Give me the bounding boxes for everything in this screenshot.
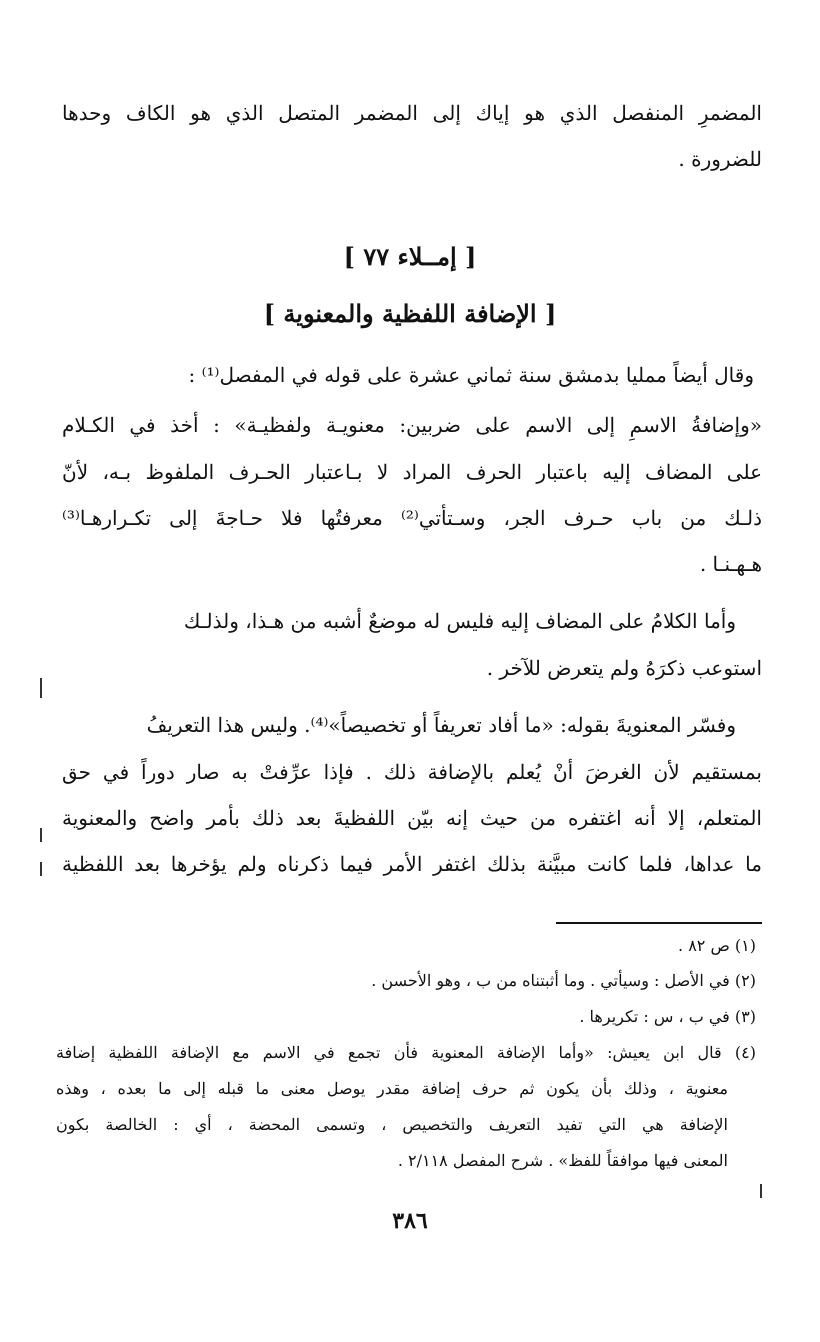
- paragraph3-line-4: ما عداها، فلما كانت مبيَّنة بذلك اغتفر الأمر فيما ذكرناه ولم يؤخرها بعد اللفظية: [62, 852, 762, 876]
- margin-mark: [40, 828, 42, 842]
- section-title-heading: [ الإضافة اللفظية والمعنوية ]: [263, 299, 557, 328]
- paragraph1-line-4: ذلـك من باب حـرف الجر، وسـتأتي⁽²⁾ معرفتُها فلا حـاجةَ إلى تكـرارهـا⁽³⁾: [62, 506, 762, 530]
- paragraph2-line-2: استوعب ذكرَهُ ولم يتعرض للآخر .: [486, 656, 762, 680]
- paragraph1-line-1: وقال أيضاً ممليا بدمشق سنة ثماني عشرة على قوله في المفصل⁽¹⁾ :: [188, 363, 754, 387]
- paragraph2-line-1: وأما الكلامُ على المضاف إليه فليس له موضعٌ أشبه من هـذا، ولذلـك: [183, 609, 736, 633]
- footnote-4-line-1: (٤) قال ابن يعيش: «وأما الإضافة المعنوية فأن تجمع في الاسم مع الإضافة اللفظية إضافة: [56, 1043, 756, 1062]
- footnote-2: (٢) في الأصل : وسيأتي . وما أثبتناه من ب ، وهو الأحسن .: [371, 971, 756, 990]
- footnote-1: (١) ص ٨٢ .: [678, 936, 756, 955]
- page-number: ٣٨٦: [392, 1208, 428, 1234]
- paragraph3-line-3: المتعلم، إلا أنه اغتفره من حيث إنه بيّن اللفظيةَ بعد ذلك بأمر واضح والمعنوية: [62, 806, 762, 830]
- footnote-4-line-3: الإضافة هي التي تفيد التعريف والتخصيص ، وتسمى المحضة ، أي : الخالصة بكون: [56, 1115, 729, 1134]
- intro-line-2: للضرورة .: [678, 147, 762, 171]
- intro-line-1: المضمرِ المنفصل الذي هو إياك إلى المضمر المتصل الذي هو الكاف وحدها: [62, 101, 762, 125]
- paragraph1-line-3: على المضاف إليه باعتبار الحرف المراد لا بـاعتبار الحـرف الملفوظ بـه، لأنّ: [62, 460, 762, 484]
- margin-mark: [40, 678, 42, 698]
- paragraph3-line-1: وفسّر المعنويةَ بقوله: «ما أفاد تعريفاً أو تخصيصاً»⁽⁴⁾. وليس هذا التعريفُ: [146, 713, 736, 737]
- footnote-4-line-4: المعنى فيها موافقاً للفظ» . شرح المفصل ٢/١١٨ .: [397, 1151, 728, 1170]
- footnote-4-line-2: معنوية ، وذلك بأن يكون ثم حرف إضافة مقدر يوصل معنى ما قبله إلى ما بعده ، وهذه: [56, 1079, 728, 1098]
- section-number-heading: [ إمــلاء ٧٧ ]: [343, 242, 477, 271]
- margin-mark: [40, 862, 42, 876]
- margin-mark: [760, 1184, 762, 1198]
- paragraph3-line-2: بمستقيم لأن الغرضَ أنْ يُعلم بالإضافة ذلك . فإذا عرِّفتْ به صار دوراً في حق: [62, 760, 762, 784]
- footnote-3: (٣) في ب ، س : تكريرها .: [579, 1007, 756, 1026]
- paragraph1-line-5: هـهـنـا .: [699, 552, 762, 576]
- paragraph1-line-2: «وإضافةُ الاسمِ إلى الاسم على ضربين: معنويـة ولفظيـة» : أخذ في الكـلام: [62, 413, 762, 437]
- footnote-divider: [556, 922, 762, 924]
